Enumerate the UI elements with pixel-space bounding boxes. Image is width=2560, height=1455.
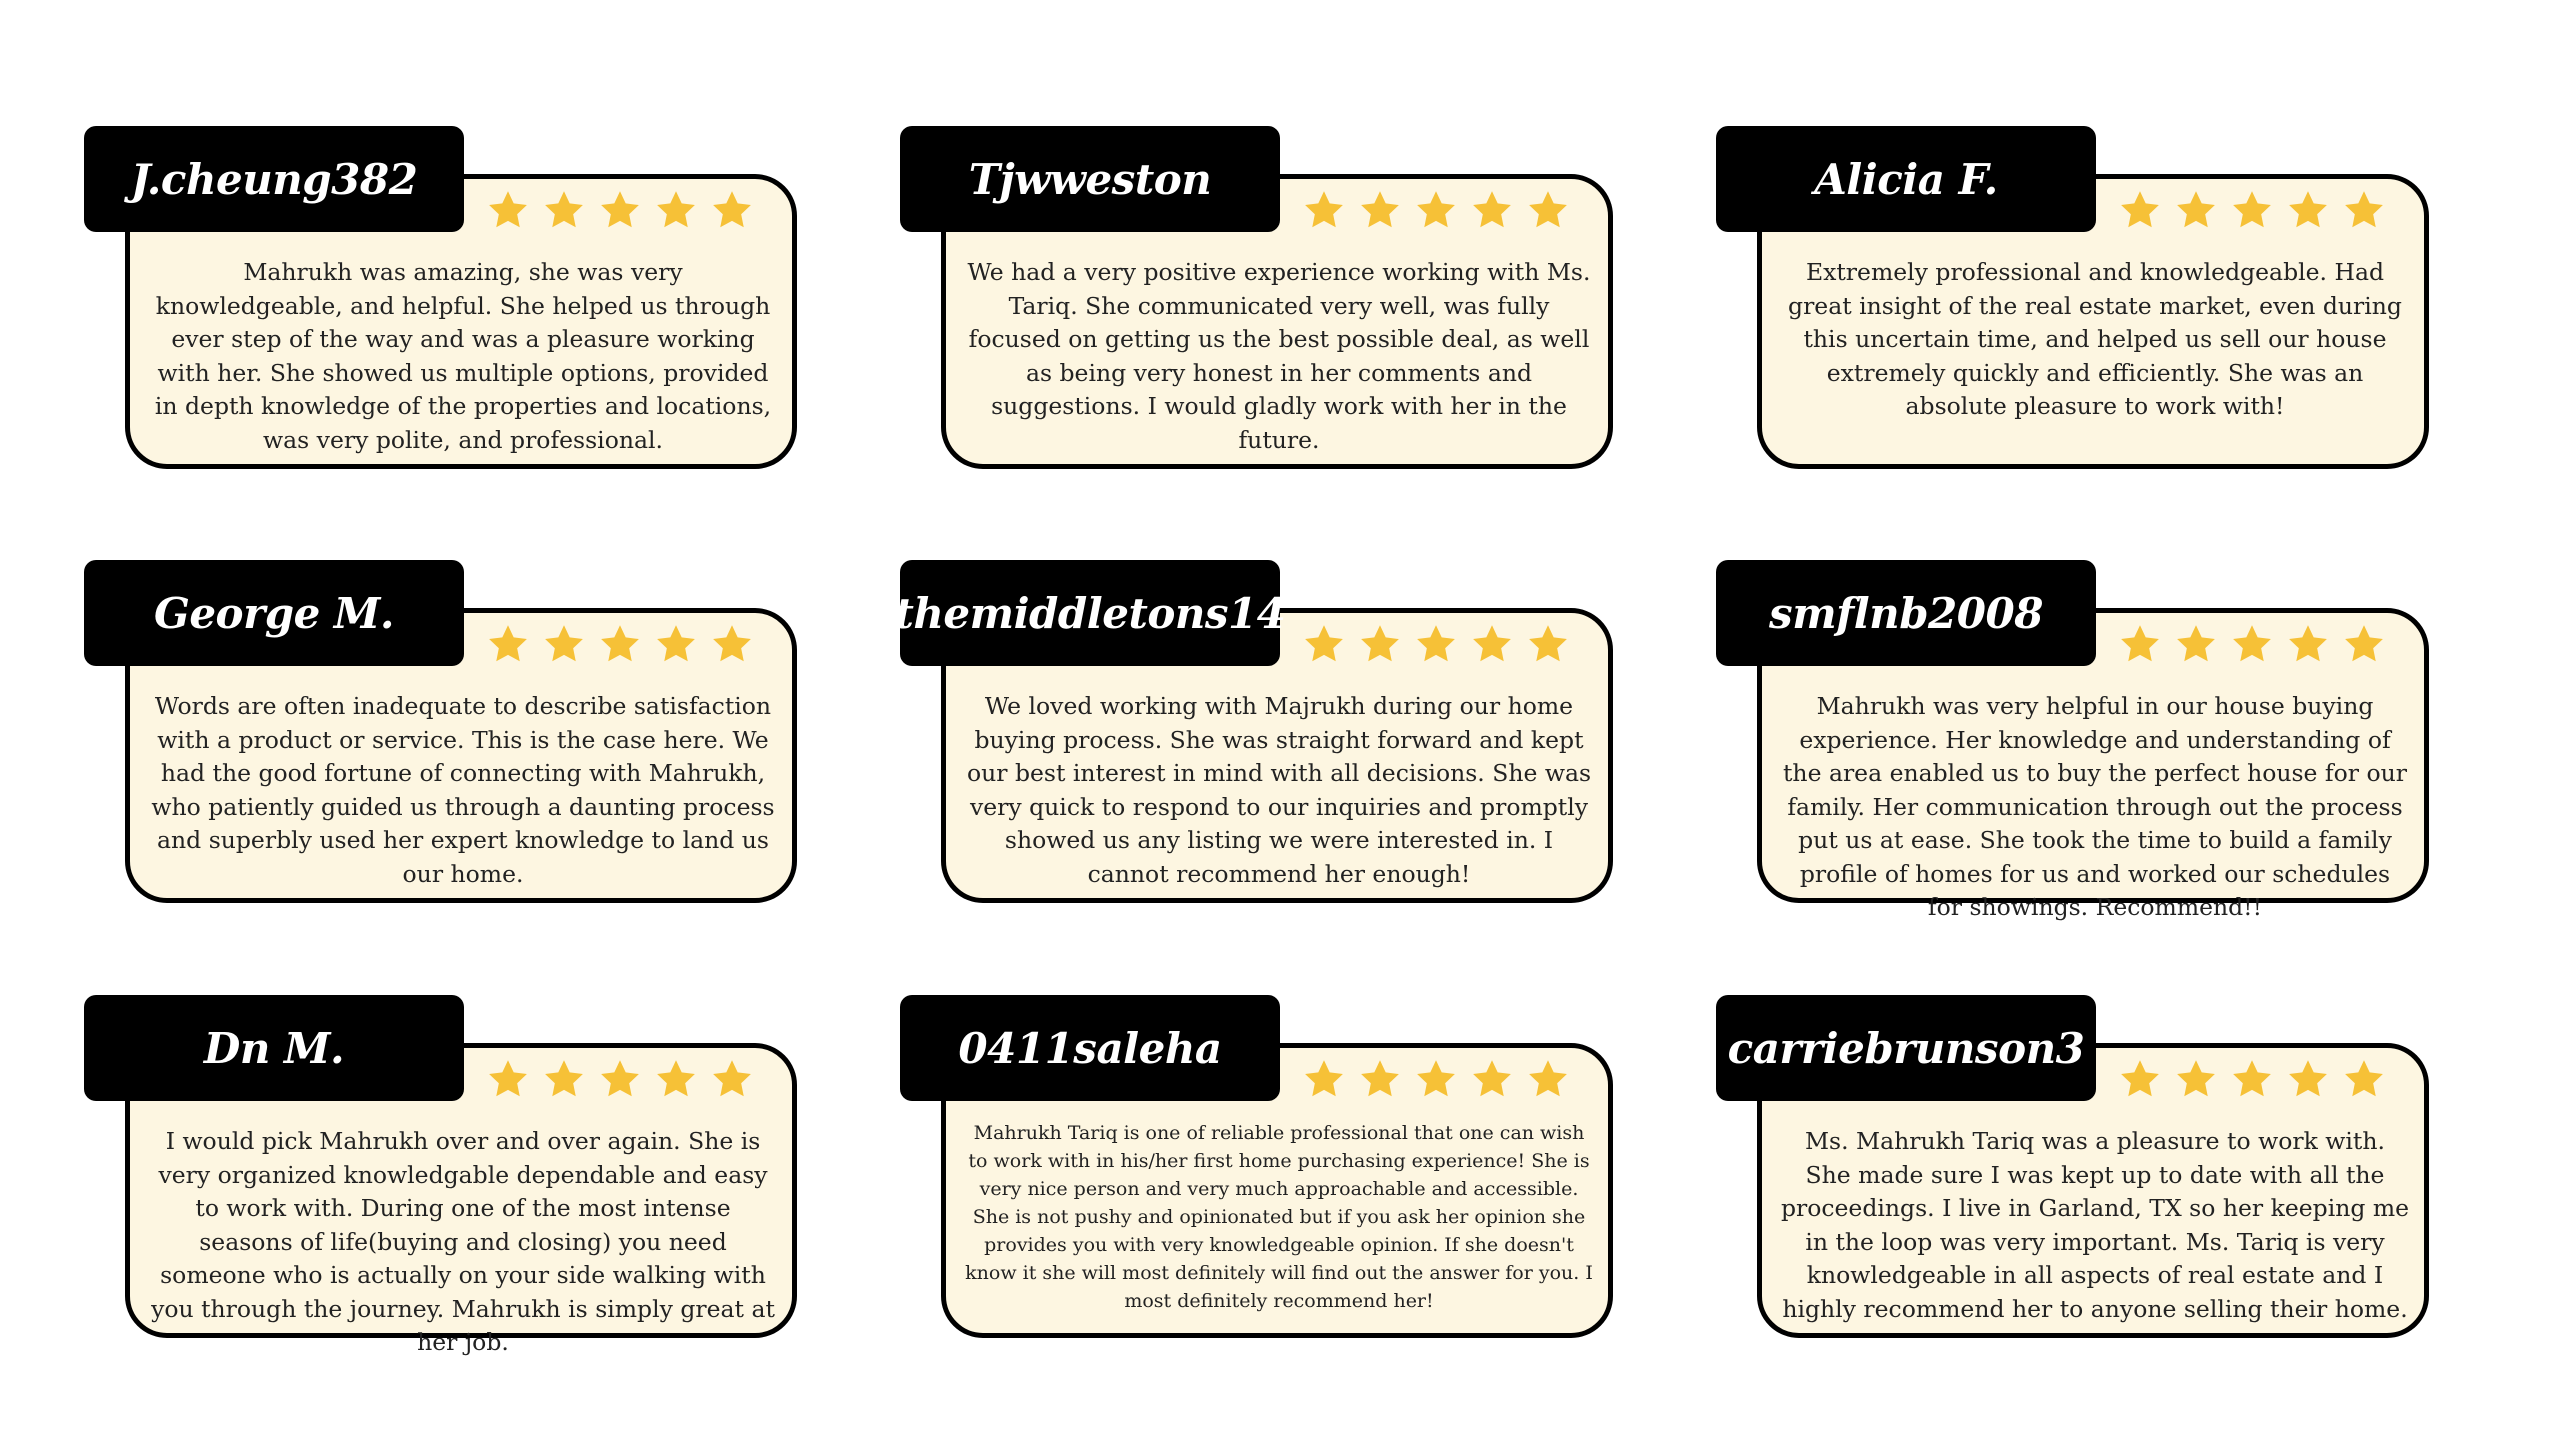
review-text: We had a very positive experience working with Ms. Tariq. She communicated very well, was fully focused on getting us the best possible deal, as well as being very honest in her comments and suggestions. I would gladly work with her in the future. [967, 258, 1591, 454]
star-icon [1358, 622, 1402, 666]
star-rating [2118, 188, 2386, 238]
review-text: I would pick Mahrukh over and over again. She is very organized knowledgable dependable and easy to work with. During one of the most intense seasons of life(buying and closing) you need someone who is actually on your side walking with you through the journey. Mahrukh is simply great at her job. [151, 1127, 775, 1356]
star-icon [710, 622, 754, 666]
star-icon [1414, 622, 1458, 666]
star-icon [2174, 1057, 2218, 1101]
star-icon [486, 1057, 530, 1101]
review-text: Mahrukh was amazing, she was very knowledgeable, and helpful. She helped us through ever step of the way and was a pleasure working with her. She showed us multiple options, provided in depth knowledge of the properties and locations, was very polite, and professional. [154, 258, 772, 454]
star-icon [2342, 622, 2386, 666]
star-rating [1302, 188, 1570, 238]
star-icon [486, 188, 530, 232]
star-icon [654, 188, 698, 232]
star-icon [1358, 188, 1402, 232]
review-card [900, 995, 1593, 1312]
review-text: Mahrukh was very helpful in our house buying experience. Her knowledge and understanding of the area enabled us to buy the perfect house for our family. Her communication through out the process put us at ease. She took the time to build a family profile of homes for us and worked our schedules for showings. Recommend!! [1782, 692, 2407, 921]
star-rating [1302, 1057, 1570, 1107]
star-rating [2118, 622, 2386, 672]
star-icon [2286, 1057, 2330, 1101]
star-icon [598, 622, 642, 666]
review-card [900, 126, 1591, 454]
reviewer-name: Alicia F. [1716, 126, 2096, 232]
star-icon [542, 1057, 586, 1101]
reviewer-name: carriebrunson3 [1716, 995, 2096, 1101]
review-card [1716, 126, 2402, 426]
star-rating [2118, 1057, 2386, 1107]
star-icon [2342, 188, 2386, 232]
review-card [84, 995, 775, 1356]
star-icon [542, 188, 586, 232]
star-icon [598, 1057, 642, 1101]
star-icon [598, 188, 642, 232]
star-rating [486, 188, 754, 238]
star-rating [486, 1057, 754, 1107]
star-icon [486, 622, 530, 666]
star-icon [2230, 622, 2274, 666]
star-icon [1358, 1057, 1402, 1101]
star-icon [2286, 622, 2330, 666]
reviewer-name: J.cheung382 [84, 126, 464, 232]
star-icon [2118, 622, 2162, 666]
review-card [894, 560, 1592, 888]
star-icon [654, 622, 698, 666]
star-icon [2174, 188, 2218, 232]
star-icon [1470, 188, 1514, 232]
review-text: Ms. Mahrukh Tariq was a pleasure to work with. She made sure I was kept up to date with all the proceedings. I live in Garland, TX so her keeping me in the loop was very important. Ms. Tariq is very knowledgeable in all aspects of real estate and I highly recommend her to anyone selling their home. [1780, 1127, 2410, 1323]
reviewer-name: 0411saleha [900, 995, 1280, 1101]
star-icon [710, 188, 754, 232]
review-card [84, 560, 775, 888]
star-icon [1302, 1057, 1346, 1101]
star-icon [1470, 622, 1514, 666]
star-icon [542, 622, 586, 666]
star-icon [1470, 1057, 1514, 1101]
star-icon [1526, 622, 1570, 666]
review-text: Extremely professional and knowledgeable. Had great insight of the real estate market, even during this uncertain time, and helped us sell our house extremely quickly and efficiently. She was an absolute pleasure to work with! [1788, 258, 2402, 420]
star-icon [654, 1057, 698, 1101]
star-icon [2230, 188, 2274, 232]
star-icon [2230, 1057, 2274, 1101]
review-card [1716, 995, 2410, 1323]
star-icon [1414, 1057, 1458, 1101]
review-card [84, 126, 772, 454]
star-icon [1414, 188, 1458, 232]
star-icon [1526, 1057, 1570, 1101]
star-icon [2342, 1057, 2386, 1101]
review-text: We loved working with Majrukh during our home buying process. She was straight forward and kept our best interest in mind with all decisions. She was very quick to respond to our inquiries and promptly showed us any listing we were interested in. I cannot recommend her enough! [966, 692, 1592, 888]
star-icon [1302, 188, 1346, 232]
reviewer-name: George M. [84, 560, 464, 666]
reviewer-name: smflnb2008 [1716, 560, 2096, 666]
reviewer-name: Dn M. [84, 995, 464, 1101]
review-card [1716, 560, 2407, 921]
star-icon [2174, 622, 2218, 666]
star-icon [2118, 1057, 2162, 1101]
star-icon [1302, 622, 1346, 666]
star-rating [486, 622, 754, 672]
star-icon [2118, 188, 2162, 232]
review-text: Words are often inadequate to describe satisfaction with a product or service. This is the case here. We had the good fortune of connecting with Mahrukh, who patiently guided us through a daunting process and superbly used her expert knowledge to land us our home. [151, 692, 775, 888]
star-icon [2286, 188, 2330, 232]
reviewer-name: themiddletons14 [900, 560, 1280, 666]
reviewer-name: Tjwweston [900, 126, 1280, 232]
star-icon [710, 1057, 754, 1101]
review-text: Mahrukh Tariq is one of reliable professional that one can wish to work with in his/her first home purchasing experience! She is very nice person and very much approachable and accessible. She is not pushy and opinionated but if you ask her opinion she provides you with very knowledgeable opinion. If she doesn't know it she will most definitely will find out the answer for you. I most definitely recommend her! [965, 1122, 1593, 1312]
star-icon [1526, 188, 1570, 232]
star-rating [1302, 622, 1570, 672]
